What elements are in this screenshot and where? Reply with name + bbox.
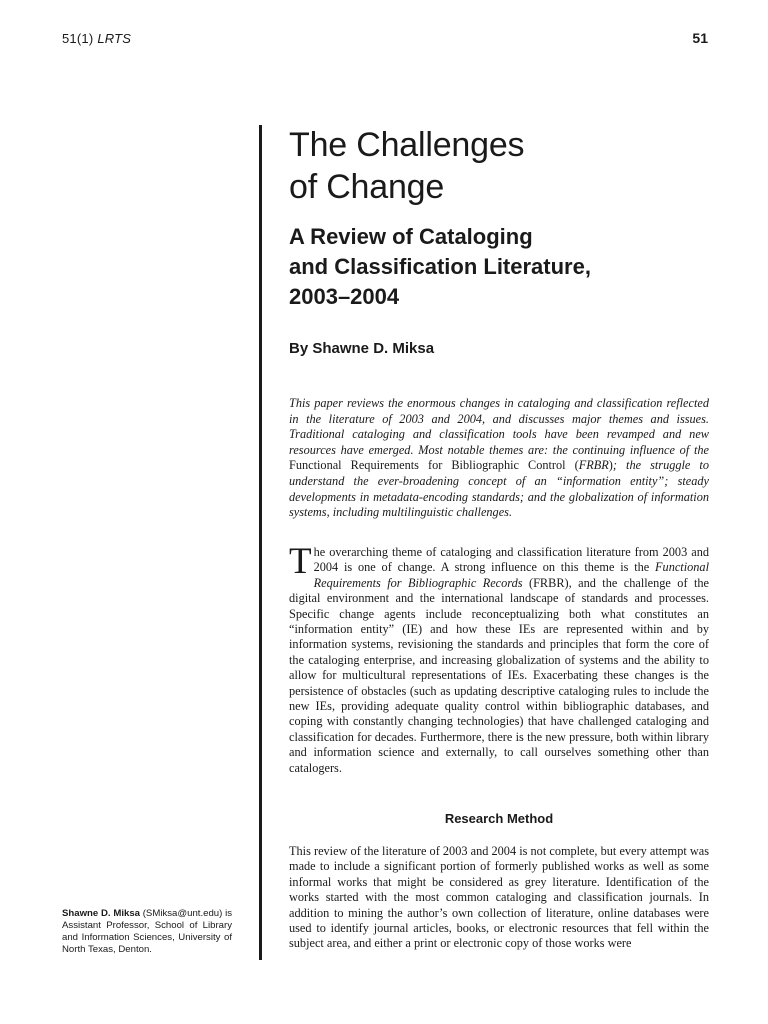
author-note-text: (SMiksa@unt.edu) is Assistant Professor, School of Library and Information Sciences, University of North Texas, Denton. (62, 908, 232, 955)
drop-cap: T (289, 541, 312, 582)
subtitle-line-1: A Review of Cataloging (289, 224, 533, 249)
title-line-2: of Change (289, 168, 445, 206)
article-subtitle (289, 222, 709, 312)
intro-frbr-title: Functional Requirements for Bibliographic Records (313, 560, 709, 590)
article-title (289, 124, 709, 208)
author-note-name: Shawne D. Miksa (62, 908, 140, 919)
running-header (62, 31, 131, 46)
abstract (289, 396, 709, 521)
subtitle-line-2: and Classification Literature, (289, 254, 591, 279)
page-number: 51 (692, 30, 708, 46)
research-method-paragraph: This review of the literature of 2003 and 2004 is not complete, but every attempt was made to include a significant portion of formerly published works as well as some informal works that might be considered as grey literature. Identification of the works started with the most common cataloging and classification journals. In addition to mining the author’s own collection of literature, online databases were used to identify journal articles, books, or electronic resources that fell within the subject area, and either a print or electronic copy of those works were (289, 844, 709, 951)
intro-part-2: (FRBR), and the challenge of the digital environment and the international landscape of standards and processes. Specific change agents include reconceptualizing both what constitutes an “information entity” (IE) and how these IEs are represented within and by information systems, revisioning the standards and principles that form the core of the cataloging enterprise, and increasing globalization of systems and the ability to allow for multicultural representations of IEs. Exacerbating these changes is the persistence of obstacles (such as updating descriptive cataloging rules to include the new IEs, providing adequate quality control within bibliographic databases, and coping with constantly changing technologies) that have challenged cataloging and classification for decades. Furthermore, there is the new pressure, both within library and information science and externally, to call ourselves something other than catalogers. (289, 575, 709, 775)
abstract-frbr-name: Functional Requirements for Bibliographic Control (289, 458, 566, 473)
section-heading-research-method: Research Method (444, 811, 554, 826)
intro-part-1: he overarching theme of cataloging and classification literature from 2003 and 2004 is one of change. A strong influence on this theme is the (313, 545, 709, 575)
vertical-rule (259, 125, 262, 960)
abstract-part-2: ( (565, 458, 579, 473)
byline: By Shawne D. Miksa (289, 340, 435, 357)
title-line-1: The Challenges (289, 126, 525, 164)
abstract-part-3: ; the struggle to understand the ever-broadening concept of an “information entity”; steady developments in metadata-encoding standards; and the globalization of information systems, including multilinguistic challenges. (289, 458, 709, 520)
subtitle-line-3: 2003–2004 (289, 284, 400, 309)
abstract-part-1: This paper reviews the enormous changes in cataloging and classification reflected in the literature of 2003 and 2004, and discusses major themes and issues. Traditional cataloging and classification tools have been revamped and new resources have emerged. Most notable themes are: the continuing influence of the (289, 396, 709, 457)
issue-number: 51(1) (62, 31, 94, 46)
abstract-part-3-paren: ) (608, 458, 613, 473)
intro-paragraph (289, 541, 709, 776)
author-note (62, 908, 232, 956)
journal-name: LRTS (97, 31, 132, 46)
abstract-frbr-abbr: FRBR (578, 458, 609, 473)
